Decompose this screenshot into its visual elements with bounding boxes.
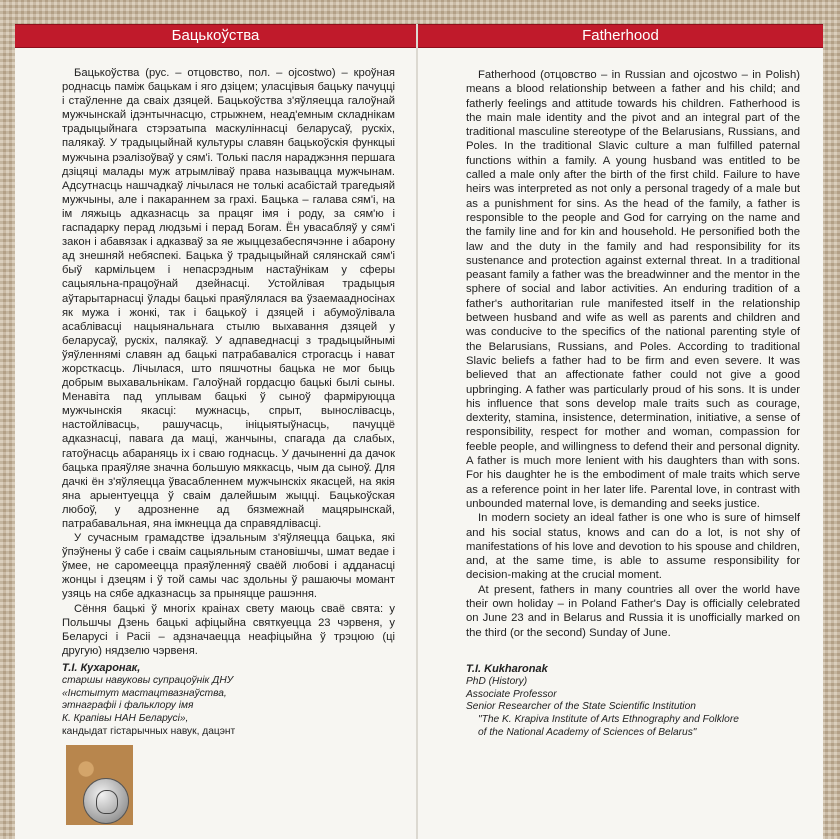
left-signature-name: Т.І. Кухаронак, [62,662,141,674]
right-page-header: Fatherhood [418,24,823,48]
right-signature [466,663,739,740]
right-paragraph-3: At present, fathers in many countries all over the world have their own holiday – in Poland Father's Day is officially celebrated on June 23 and in Belarus and Russia it is unofficially marked on the third (or the second) Sunday of June. [466,583,800,639]
left-paragraph-1: Бацькоўства (рус. – отцовство, пол. – ojcostwo) – кроўная роднасць паміж бацькам і яго дзіцем; уласцівыя бацьку пачуцці і стаўленне да сваіх дзяцей. Бацькоўства з'яўляецца галоўнай мужчынскай ідэнтычнасцю, стрыжнем, неад'емным складнікам традыцыйнага стэрэатыпа маскуліннасці беларусаў, рускіх, палякаў. У традыцыйнай культуры славян бацькоўскія функцыі мужчына рэалізоўваў у сям'і. Толькі пасля нараджэння першага дзіцяці малады муж атрымліваў права называцца мужчынам. Адсутнасць нашчадкаў лічылася не толькі асабістай трагедыяй мужчыны, але і пакараннем за грахі. Бацька – галава сям'і, на ім ляжыць адказнасць за працяг імя і роду, за сям'ю і гаспадарку перад людзьмі і перад Богам. Ён увасабляў у сям'і закон і абавязак і адказваў за яе жыццезабеспячэнне і абарону ад знешняй небяспекі. Бацька ў традыцыйнай сялянскай сям'і быў кармільцем і непасрэдным настаўнікам у сферы сацыяльна-працоўнай дзейнасці. Устойлівая традыцыя аўтарытарнасці ўлады бацькі праяўлялася ва ўзаемаадносінах як мужа і жонкі, так і бацькоў і дзяцей і абумоўлівала асаблівасці нацыянальнага стылю выхавання дзяцей у беларусаў, рускіх, палякаў. У адпаведнасці з традыцыйнымі ўяўленнямі славян ад бацькі патрабаваліся строгасць і нават жорсткасць. Лічылася, што пяшчотны бацька не мог быць добрым выхавальнікам. Галоўнай гордасцю бацькі былі сыны. Менавіта пад уплывам бацькі ў сыноў фарміруюцца мужчынскія якасці: мужнасць, спрыт, вынослівасць, настойлівасць, рашучасць, ініцыятыўнасць, пачуццё адказнасці, павага да маці, жанчыны, спагада да слабых, гатоўнасць абараняць іх і сваю годнасць. У дачыненні да дачок бацька праяўляе значна большую мяккасць, чым да сыноў. Для дачкі ён з'яўляецца ўвасабленнем мужчынскіх якасцей, на якія яна арыентуецца ў сваім далейшым жыцці. Бацькоўская любоў, у адрозненне ад бязмежнай мацярынскай, патрабавальная, яна імкнецца да справядлівасці. [62,67,395,530]
right-paragraph-2: In modern society an ideal father is one who is sure of himself and his social status, knows and can do a lot, is not shy of manifestations of his love and devotion to his spouse and children, and, at the same time, is able to assume responsibility for decision-making at the crucial moment. [466,512,800,582]
right-signature-line-3: Senior Researcher of the State Scientific Institution [466,701,696,713]
right-page-body [466,68,800,640]
left-page-body [62,66,395,658]
left-signature-line-3: этнаграфіі і фальклору імя [62,700,194,712]
right-signature-institution-2: of the National Academy of Sciences of Belarus" [478,726,697,738]
left-paragraph-2: У сучасным грамадстве ідэальным з'яўляецца бацька, які ўпэўнены ў сабе і сваім сацыяльным становішчы, шмат ведае і ўмее, не саромеецца праяўленняў сваёй любові і адданасці жонцы і дзецям і ў той самы час здольны ў рашаючы момант узяць на сябе адказнасць за прыняцце рашэння. [62,532,395,601]
right-signature-line-2: Associate Professor [466,688,557,700]
left-paragraph-3: Сёння бацькі ў многіх краінах свету маюць сваё свята: у Польшчы Дзень бацькі афіцыйна святкуецца 23 чэрвеня, у Беларусі і Расіі – адзначаецца неафіцыйна ў трэцюю (ці другую) нядзелю чэрвеня. [62,602,395,657]
left-page [15,24,416,839]
left-signature-line-4: К. Крапівы НАН Беларусі», [62,713,189,725]
left-signature-line-1: старшы навуковы супрацоўнік ДНУ [62,674,234,686]
right-signature-institution-1: "The K. Krapiva Institute of Arts Ethnography and Folklore [478,714,739,726]
right-signature-line-1: PhD (History) [466,675,528,687]
commemorative-coin-icon [83,778,129,824]
left-page-header: Бацькоўства [15,24,416,48]
right-paragraph-1: Fatherhood (отцовство – in Russian and ojcostwo – in Polish) means a blood relationship between a father and his child; and fatherly feelings and attitude towards his children. Fatherhood is the main male identity and the pivot and an integral part of the traditional masculine stereotype of the Belarusians, Russians, and Poles. In the traditional Slavic culture a man fulfilled paternal functions within a family. A young husband was entitled to be called a male only after the birth of the first child. Failure to have heirs was interpreted as not only a personal tragedy of a male but as a punishment for sins. As the head of the family, a father is responsible to the people and God for carrying on the name and the family line and for kin and household. He personified both the law and the duty in the family and had responsibility for its sustenance and protection against external threat. In a traditional peasant family a father was the breadwinner and the mentor in the sphere of social and labor activities. An enduring tradition of a father's authoritarian rule manifested itself in the relationship between husband and wife as well as parents and children and was conducive to the specifics of the national parenting style of the Belarusians, Russians, and Poles. According to traditional Slavic beliefs a father had to be firm and even severe. It was believed that an affectionate father could not give a good upbringing. A father was particularly proud of his sons. It is under his influence that sons develop male traits such as courage, dexterity, stamina, insistence, determination, initiative, a sense of responsibility, respect for mother and woman, compassion for feeble people, and willingness to defend their and personal dignity. A father is much more lenient with his daughters than with sons. For his daughter he is the embodiment of male traits which serve as a reference point in her later life. Parental love, in contrast with unbounded maternal love, is demanding and seeks justice. [466,69,800,510]
left-signature-line-5: кандыдат гістарычных навук, дацэнт [62,725,236,737]
left-signature [62,662,235,739]
right-signature-name: T.I. Kukharonak [466,663,548,675]
right-page [418,24,823,839]
left-signature-line-2: «Інстытут мастацтвазнаўства, [62,687,227,699]
